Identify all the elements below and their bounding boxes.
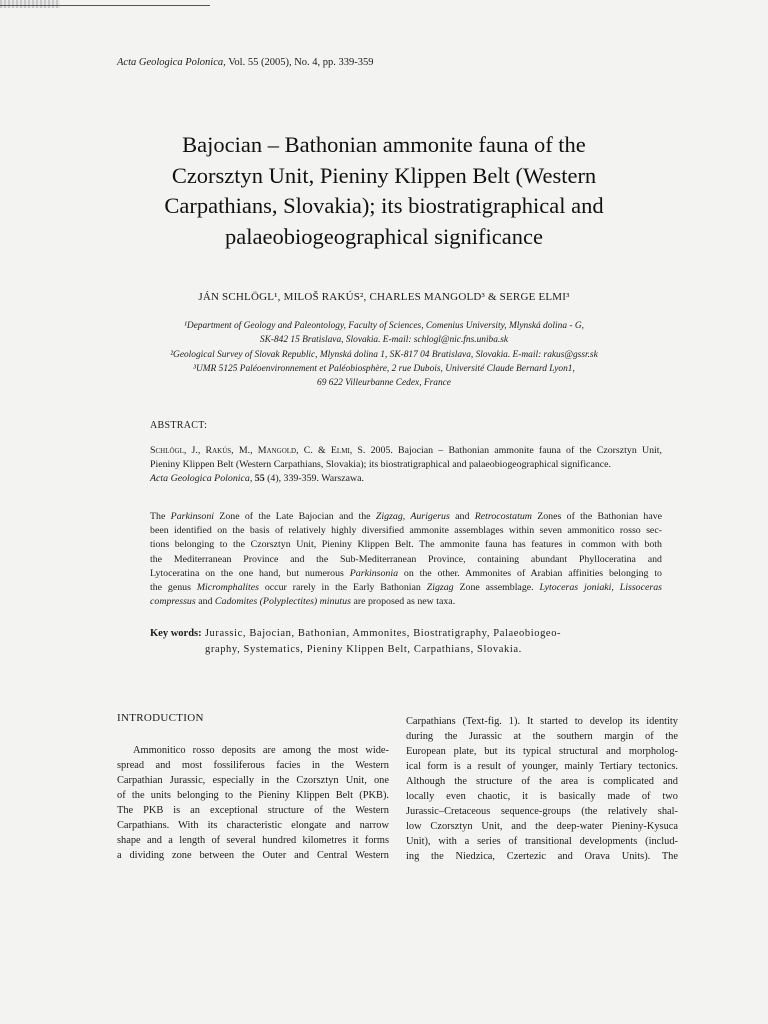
paragraph-line: ing the Niedzica, Czertezic and Orava Units). The <box>406 851 678 863</box>
title-line: Carpathians, Slovakia); its biostratigraphical and <box>164 193 604 218</box>
abstract-heading: ABSTRACT: <box>150 420 208 431</box>
paragraph-line: during the Jurassic at the southern margin of the <box>406 731 678 743</box>
title-line: Czorsztyn Unit, Pieniny Klippen Belt (Western <box>171 162 597 188</box>
citation-separator: , <box>249 473 255 485</box>
paper-title <box>90 130 678 252</box>
taxon-name: Lytoceras joniaki, Lissoceras <box>539 582 662 594</box>
text-run: and <box>195 596 215 608</box>
text-run: Zone of the Late Bajocian and the <box>214 511 376 522</box>
abstract-line: tions belonging to the Czorsztyn Unit, Pieniny Klippen Belt. The ammonite fauna has features in common with both <box>150 539 662 551</box>
citation-pages: (4), 339-359. Warszawa. <box>264 473 365 485</box>
keywords <box>150 626 662 658</box>
taxon-name: Parkinsonia <box>349 567 399 579</box>
paragraph-line: Ammonitico rosso deposits are among the most wide- <box>133 745 389 756</box>
paragraph-line: a dividing zone between the Outer and Central Western <box>117 850 389 862</box>
paragraph-line: locally even chaotic, it is basically made of two <box>406 791 678 803</box>
taxon-name: Micromphalites <box>196 582 259 594</box>
paragraph-line: European plate, but its typical structural and morpholog- <box>406 746 678 758</box>
text-run: occur rarely in the Early Bathonian <box>259 582 427 594</box>
taxon-name: Cadomites (Polyplectites) minutus <box>214 596 351 608</box>
taxon-name: Parkinsoni <box>170 511 214 522</box>
text-run: on the other. Ammonites of Arabian affinities belonging to <box>398 567 662 579</box>
affiliation-line: ²Geological Survey of Slovak Republic, Mlynská dolina 1, SK-817 04 Bratislava, Slovakia. E-mail: rakus@gssr.sk <box>170 349 598 360</box>
affiliations <box>100 319 668 390</box>
affiliation-line: ³UMR 5125 Paléoenvironnement et Paléobiosphère, 2 rue Dubois, Université Claude Bernard Lyon1, <box>193 363 575 374</box>
paragraph-line: Carpathians. With its characteristic elongate and narrow <box>117 820 389 832</box>
taxon-name: Retrocostatum <box>474 511 532 522</box>
keywords-line: graphy, Systematics, Pieniny Klippen Belt, Carpathians, Slovakia. <box>205 644 522 655</box>
paragraph-line: Carpathian Jurassic, especially in the Czorsztyn Unit, one <box>117 775 389 787</box>
citation-line: Pieniny Klippen Belt (Western Carpathians, Slovakia); its biostratigraphical and palaeobiogeographical significance. <box>150 459 611 471</box>
text-run: and <box>449 511 475 522</box>
abstract-line: been identified on the basis of relatively highly diversified ammonite assemblages within seven ammonitico rosso sec- <box>150 525 662 537</box>
taxon-name: compressus <box>150 596 196 608</box>
keywords-list: Jurassic, Bajocian, Bathonian, Ammonites, Biostratigraphy, Palaeobiogeo- <box>201 628 562 639</box>
text-run: Lytoceratina on the one hand, but numerous <box>150 567 350 579</box>
affiliation-line: 69 622 Villeurbanne Cedex, France <box>317 378 451 389</box>
citation-volume: 55 <box>254 473 265 485</box>
abstract-body <box>150 510 662 609</box>
title-line: Bajocian – Bathonian ammonite fauna of the <box>182 132 586 157</box>
keywords-label: Key words: <box>150 628 202 639</box>
text-run: the genus <box>150 582 197 594</box>
text-run: The <box>150 511 171 522</box>
paragraph-line: ical form is a result of younger, mainly Tertiary tectonics. <box>406 761 678 773</box>
keywords-line <box>150 626 662 642</box>
taxon-name: Zigzag <box>426 582 454 594</box>
paragraph-line: low Czorsztyn Unit, and the deep-water Pieniny-Kysuca <box>406 821 678 833</box>
citation-authors: Schlögl, J., Rakús, M., Mangold, C. & Elmi, S. <box>150 445 366 456</box>
abstract-line <box>150 567 662 581</box>
citation-text: 2005. Bajocian – Bathonian ammonite fauna of the Czorsztyn Unit, <box>365 445 662 456</box>
paragraph-line: Carpathians (Text-fig. 1). It started to develop its identity <box>406 716 678 727</box>
affiliation-line: SK-842 15 Bratislava, Slovakia. E-mail: schlogl@nic.fns.uniba.sk <box>259 335 509 346</box>
journal-reference <box>117 57 374 68</box>
journal-details: Vol. 55 (2005), No. 4, pp. 339-359 <box>228 57 374 68</box>
abstract-line <box>150 510 662 524</box>
author-list: JÁN SCHLÖGL¹, MILOŠ RAKÚS², CHARLES MANGOLD³ & SERGE ELMI³ <box>198 291 570 303</box>
citation <box>150 444 662 487</box>
paragraph-line: spread and most fossiliferous facies in the Western <box>117 760 389 772</box>
abstract-line <box>150 581 662 595</box>
scan-edge-artifact <box>0 0 60 8</box>
title-line: palaeobiogeographical significance <box>225 223 543 249</box>
right-column <box>406 714 678 864</box>
text-run: Zones of the Bathonian have <box>531 511 663 522</box>
paragraph-line: Unit), with a series of transitional developments (includ- <box>406 836 678 848</box>
introduction-heading: INTRODUCTION <box>117 712 204 724</box>
citation-line <box>150 444 662 458</box>
affiliation-line: ¹Department of Geology and Paleontology, Faculty of Sciences, Comenius University, Mlynská dolina - G, <box>184 321 584 331</box>
abstract-line <box>150 595 662 609</box>
paragraph-line: shape and a length of several hundred kilometres it forms <box>117 835 389 847</box>
journal-name: Acta Geologica Polonica, <box>117 57 226 68</box>
paragraph-line: Jurassic–Cretaceous sequence-groups (the relatively shal- <box>406 806 678 818</box>
left-column <box>117 743 389 863</box>
abstract-line: the Mediterranean Province and the Sub-Mediterranean Province, containing abundant Phylloceratina and <box>150 553 662 565</box>
top-rule <box>0 5 210 6</box>
paragraph-line: Although the structure of the area is complicated and <box>406 776 678 788</box>
paragraph-line: of the units belonging to the Pieniny Klippen Belt (PKB). <box>117 790 389 802</box>
text-run: Zone assemblage. <box>453 582 540 594</box>
paragraph-line: The PKB is an exceptional structure of the Western <box>117 805 389 817</box>
citation-journal: Acta Geologica Polonica <box>150 473 250 485</box>
taxon-name: Zigzag, Aurigerus <box>375 511 450 522</box>
citation-line <box>150 472 662 486</box>
text-run: are proposed as new taxa. <box>350 596 456 608</box>
